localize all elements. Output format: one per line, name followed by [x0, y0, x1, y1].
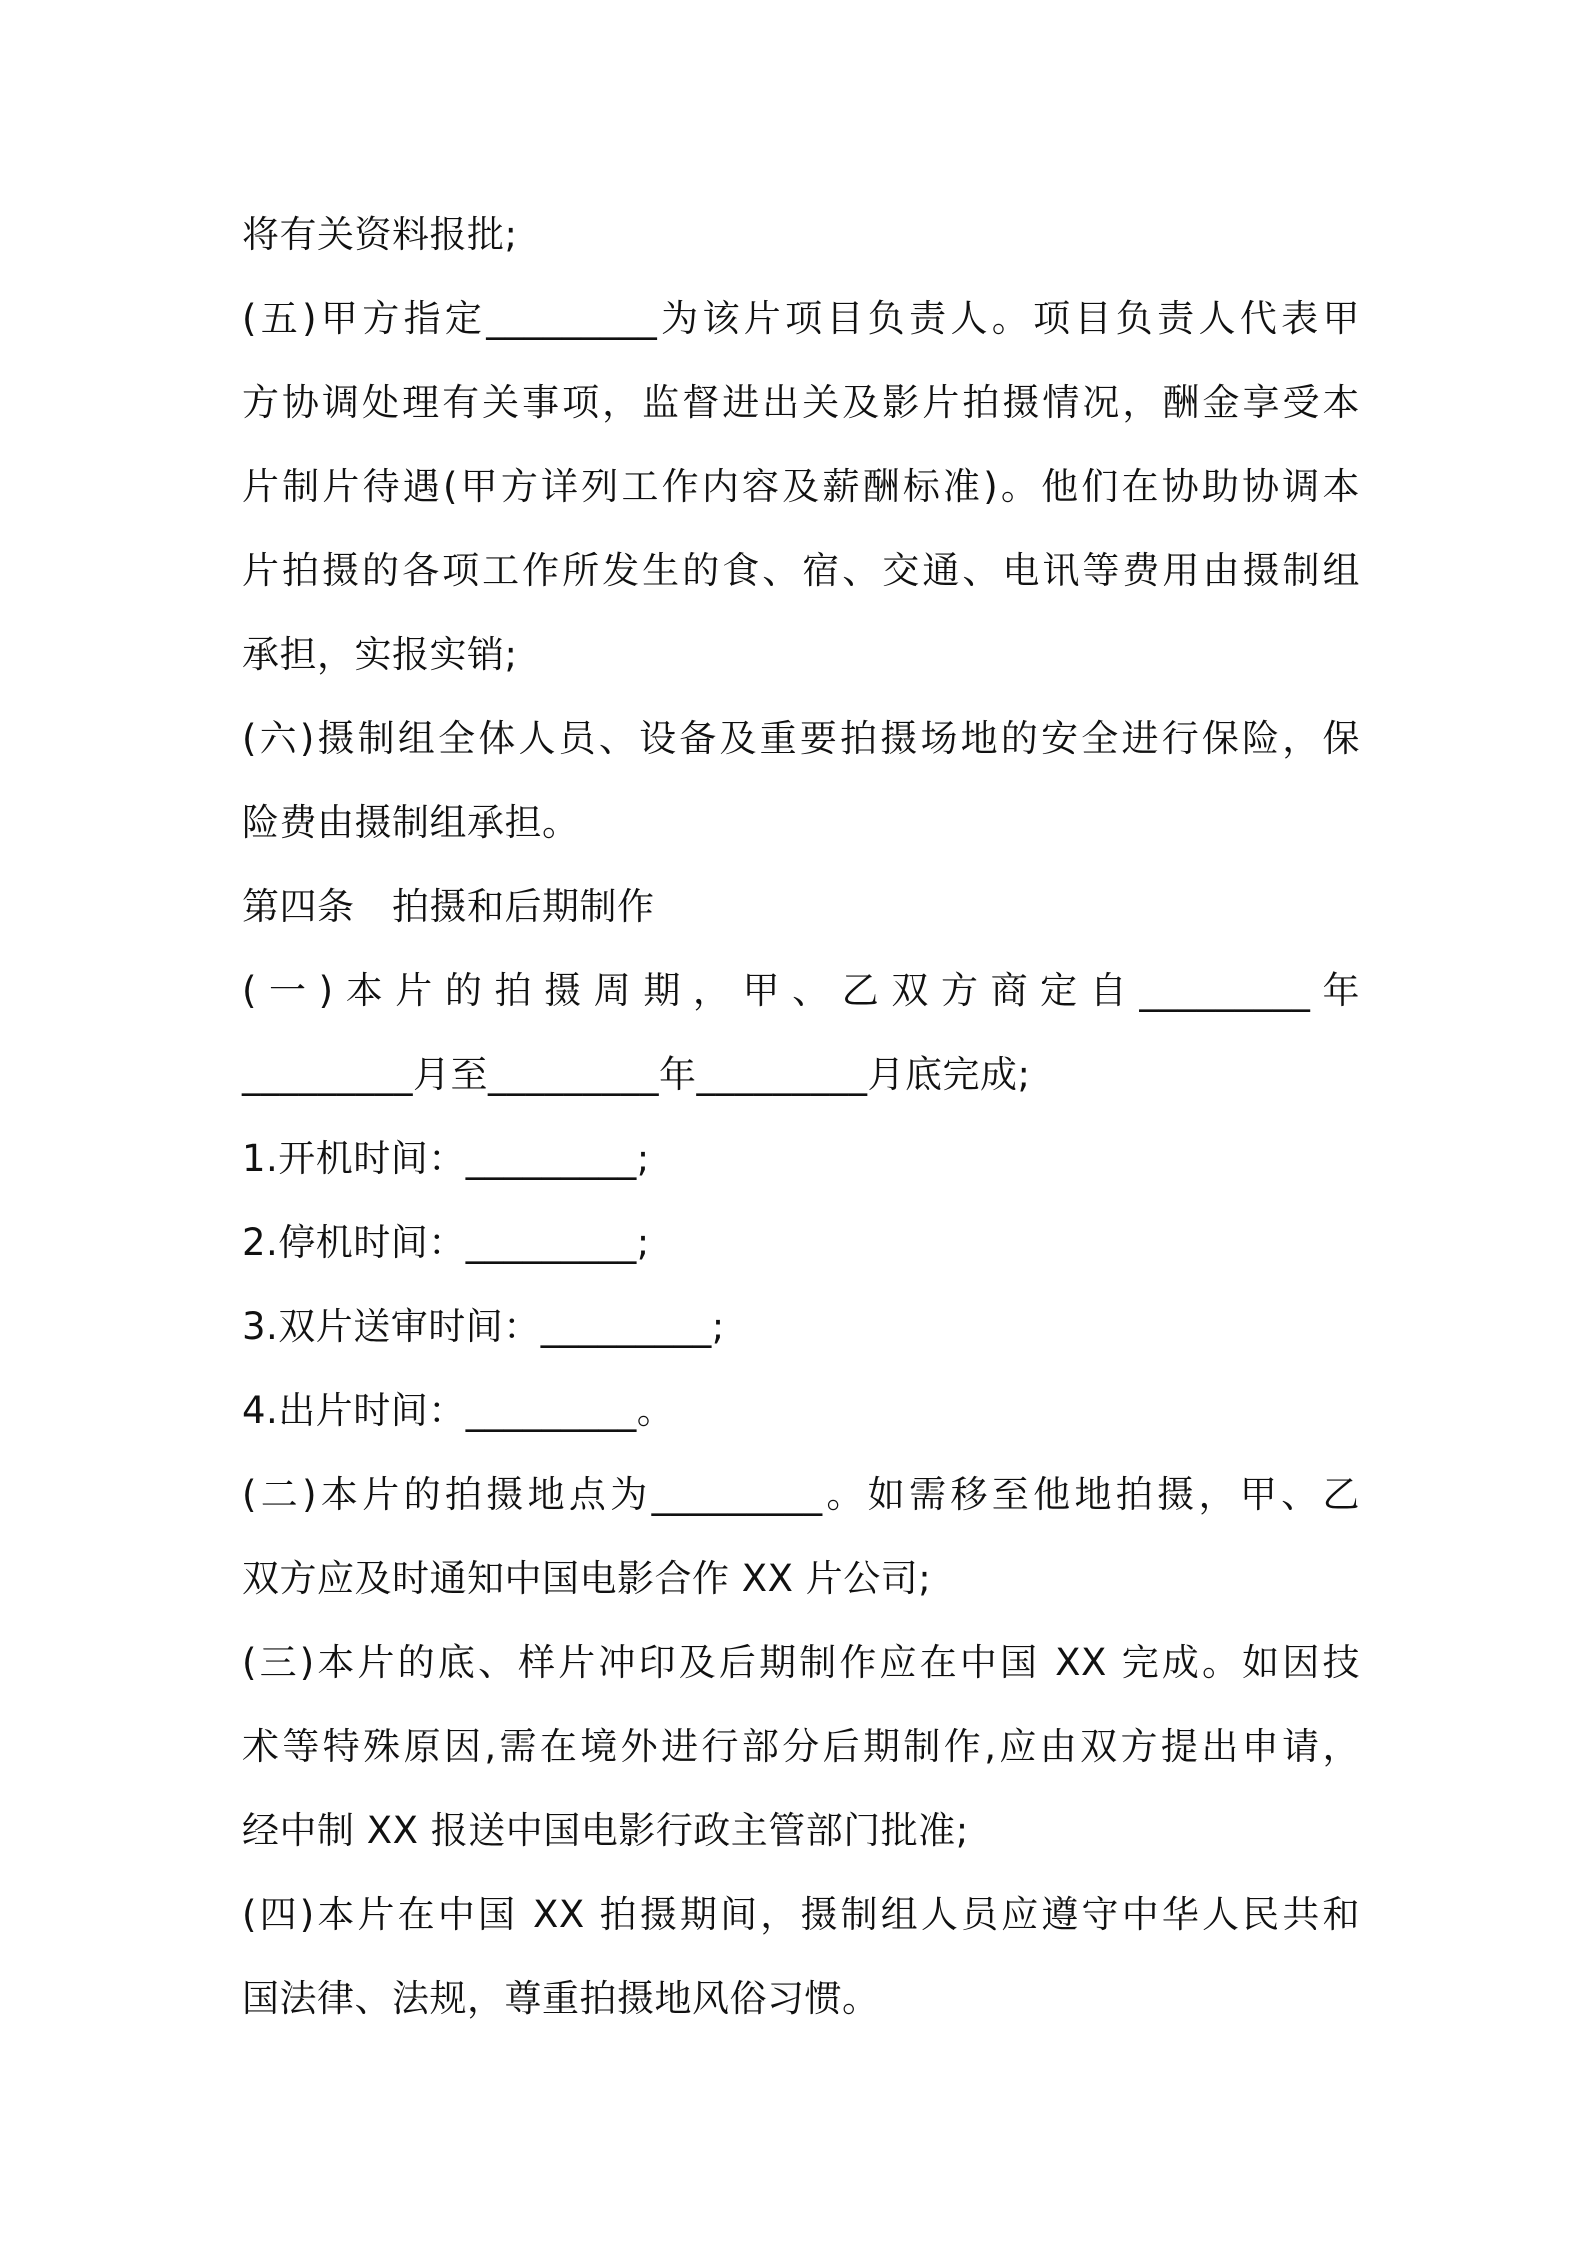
paragraph-line: (一)本片的拍摄周期，甲、乙双方商定自_________年 [242, 969, 1360, 1012]
paragraph-line: 片制片待遇(甲方详列工作内容及薪酬标准)。他们在协助协调本 [242, 465, 1360, 508]
paragraph-line: _________月至_________年_________月底完成; [242, 1053, 1031, 1096]
list-item: 2.停机时间：_________; [242, 1221, 650, 1264]
paragraph-line: 将有关资料报批; [242, 213, 518, 256]
paragraph-line: (三)本片的底、样片冲印及后期制作应在中国 XX 完成。如因技 [242, 1641, 1360, 1684]
section-heading: 第四条 拍摄和后期制作 [242, 885, 655, 928]
list-item: 1.开机时间：_________; [242, 1137, 650, 1180]
paragraph-line: 承担，实报实销; [242, 633, 518, 676]
paragraph-line: (二)本片的拍摄地点为_________。如需移至他地拍摄，甲、乙 [242, 1473, 1360, 1516]
paragraph-line: 双方应及时通知中国电影合作 XX 片公司; [242, 1557, 932, 1600]
document-body [242, 193, 1360, 2041]
paragraph-line: (五)甲方指定_________为该片项目负责人。项目负责人代表甲 [242, 297, 1360, 340]
paragraph-line: 国法律、法规，尊重拍摄地风俗习惯。 [242, 1977, 880, 2020]
paragraph-line: (六)摄制组全体人员、设备及重要拍摄场地的安全进行保险，保 [242, 717, 1360, 760]
paragraph-line: 术等特殊原因,需在境外进行部分后期制作,应由双方提出申请， [242, 1725, 1360, 1768]
paragraph-line: (四)本片在中国 XX 拍摄期间，摄制组人员应遵守中华人民共和 [242, 1893, 1360, 1936]
list-item: 3.双片送审时间：_________; [242, 1305, 725, 1348]
paragraph-line: 险费由摄制组承担。 [242, 801, 580, 844]
list-item: 4.出片时间：_________。 [242, 1389, 675, 1432]
paragraph-line: 片拍摄的各项工作所发生的食、宿、交通、电讯等费用由摄制组 [242, 549, 1360, 592]
paragraph-line: 经中制 XX 报送中国电影行政主管部门批准; [242, 1809, 969, 1852]
paragraph-line: 方协调处理有关事项，监督进出关及影片拍摄情况，酬金享受本 [242, 381, 1360, 424]
